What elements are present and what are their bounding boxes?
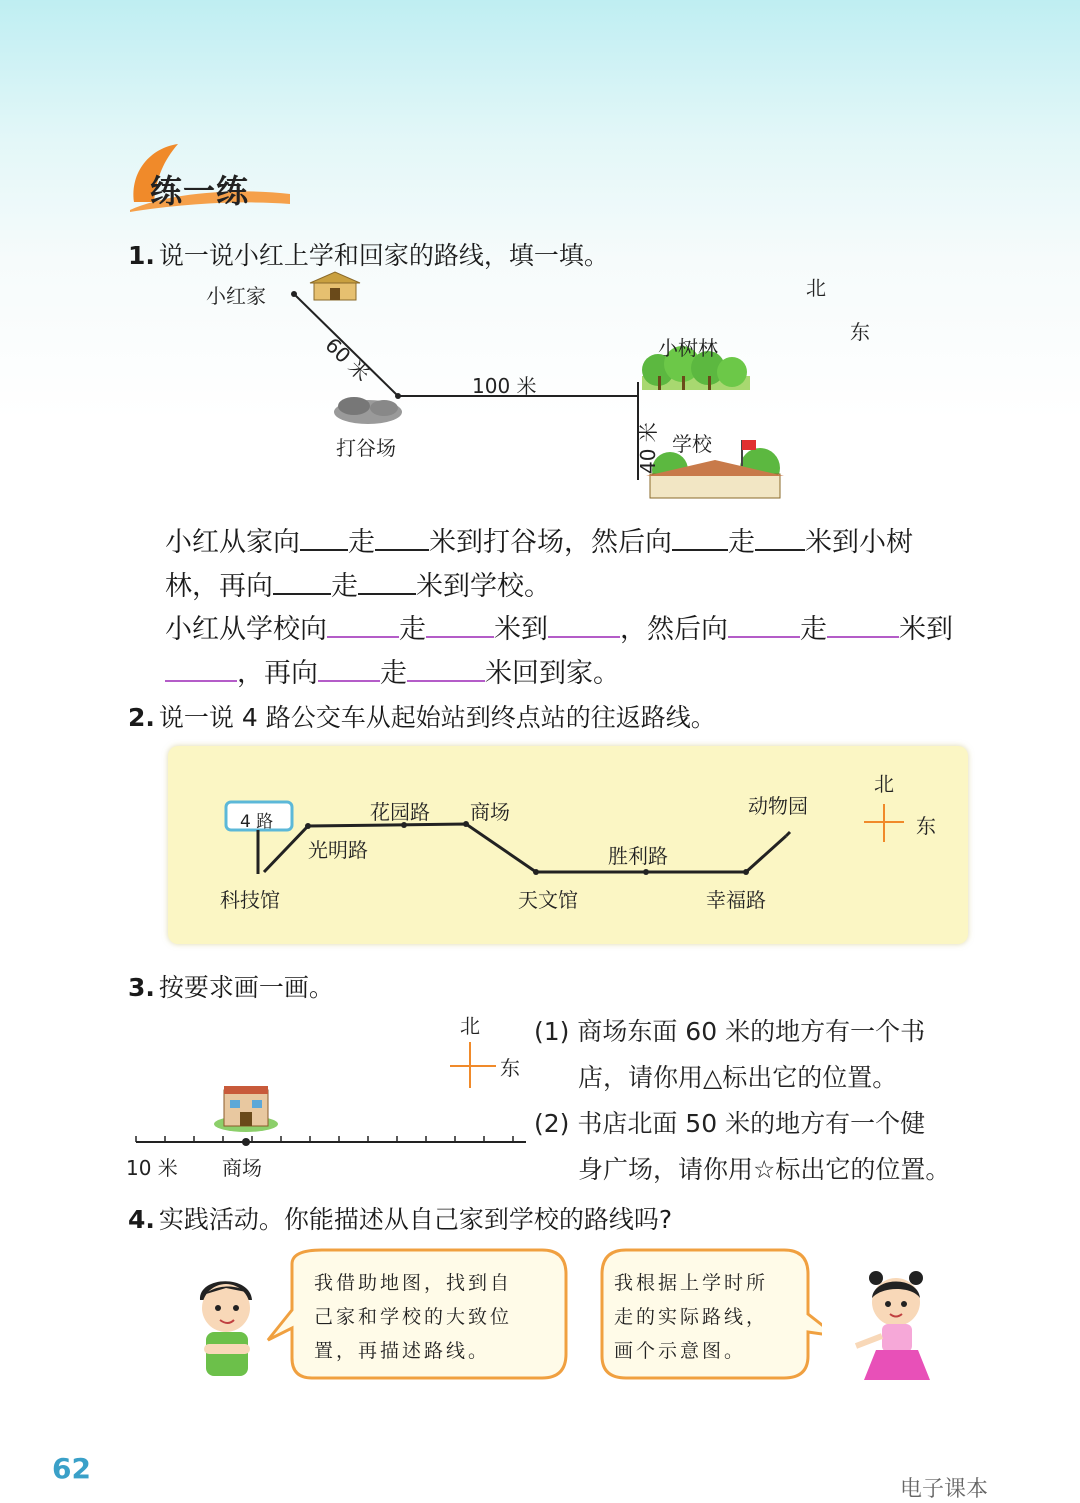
stop-tianwenguan: 天文馆 <box>518 888 578 912</box>
text: 走 <box>380 658 407 689</box>
question-2-text: 说一说 4 路公交车从起始站到终点站的往返路线。 <box>158 703 716 732</box>
stop-kejiguan: 科技馆 <box>220 888 280 912</box>
text: 我根据上学时所 <box>614 1272 769 1294</box>
text: 己家和学校的大致位 <box>314 1306 513 1328</box>
boy-illustration <box>186 1270 266 1380</box>
question-2-number: 2. <box>128 703 155 732</box>
task-2-line-a: (2) 书店北面 50 米的地方有一个健 <box>534 1109 926 1138</box>
answer-blank[interactable] <box>273 593 331 595</box>
question-3 <box>128 968 334 1004</box>
school-icon <box>646 440 784 498</box>
question-4-text: 实践活动。你能描述从自己家到学校的路线吗? <box>158 1205 673 1234</box>
route-map-1 <box>280 270 800 510</box>
label-grove: 小树林 <box>658 336 718 360</box>
text: 小红从学校向 <box>165 614 327 645</box>
compass-icon <box>450 1042 496 1088</box>
stop-guangminglu: 光明路 <box>308 838 368 862</box>
mall-icon <box>214 1086 278 1132</box>
compass-north: 北 <box>460 1014 480 1038</box>
compass-east: 东 <box>500 1056 520 1080</box>
distance-100: 100 米 <box>472 374 537 398</box>
answer-blank[interactable] <box>318 680 380 682</box>
text: 画个示意图。 <box>614 1340 747 1362</box>
text: ，然后向 <box>620 614 728 645</box>
fill-line-3 <box>165 607 953 646</box>
question-2 <box>128 698 716 734</box>
text: 小红从家向 <box>165 527 300 558</box>
answer-blank[interactable] <box>407 680 485 682</box>
task-2-line-b: 身广场，请你用☆标出它的位置。 <box>578 1155 951 1184</box>
section-title: 练一练 <box>150 172 250 210</box>
distance-60: 60 米 <box>320 332 375 387</box>
compass-east: 东 <box>916 814 936 838</box>
answer-blank[interactable] <box>672 549 728 551</box>
label-school: 学校 <box>672 432 712 456</box>
text: 走 <box>348 527 375 558</box>
answer-blank[interactable] <box>300 549 348 551</box>
answer-blank[interactable] <box>728 636 800 638</box>
text: 走 <box>728 527 755 558</box>
answer-blank[interactable] <box>165 680 237 682</box>
question-3-text: 按要求画一画。 <box>158 973 334 1002</box>
answer-blank[interactable] <box>358 593 416 595</box>
bus-route-map <box>168 746 968 944</box>
task-1-line-a: (1) 商场东面 60 米的地方有一个书 <box>534 1017 926 1046</box>
compass-icon <box>864 804 904 842</box>
fill-line-4 <box>165 651 620 690</box>
text: 米到 <box>494 614 548 645</box>
distance-40: 40 米 <box>636 422 660 474</box>
section-header <box>120 142 300 214</box>
text: 走的实际路线， <box>614 1306 769 1328</box>
answer-blank[interactable] <box>755 549 805 551</box>
route-sign: 4 路 <box>240 812 274 832</box>
text: 米回到家。 <box>485 658 620 689</box>
number-line-map <box>130 1020 530 1150</box>
girl-illustration <box>852 1262 942 1392</box>
answer-blank[interactable] <box>827 636 899 638</box>
compass-north: 北 <box>874 772 894 796</box>
text: ，再向 <box>237 658 318 689</box>
text: 置，再描述路线。 <box>314 1340 491 1362</box>
text: 我借助地图，找到自 <box>314 1272 513 1294</box>
label-home: 小红家 <box>206 284 266 308</box>
task-1-line-b: 店，请你用△标出它的位置。 <box>578 1063 898 1092</box>
text: 林，再向 <box>165 571 273 602</box>
text: 米到小树 <box>805 527 913 558</box>
page-number: 62 <box>52 1452 91 1485</box>
text: 米到 <box>899 614 953 645</box>
question-4-number: 4. <box>128 1205 155 1234</box>
stop-dongwuyuan: 动物园 <box>748 794 808 818</box>
text: 走 <box>399 614 426 645</box>
compass-north: 北 <box>806 276 826 300</box>
question-1-number: 1. <box>128 241 155 270</box>
text: 米到学校。 <box>416 571 551 602</box>
boy-speech-text <box>314 1266 512 1368</box>
answer-blank[interactable] <box>548 636 620 638</box>
fill-line-1 <box>165 520 913 559</box>
question-1 <box>128 236 609 272</box>
text: 米到打谷场，然后向 <box>429 527 672 558</box>
question-4 <box>128 1200 672 1236</box>
stop-huayuanlu: 花园路 <box>370 800 430 824</box>
text: 走 <box>331 571 358 602</box>
girl-speech-text <box>614 1266 768 1368</box>
label-threshing-ground: 打谷场 <box>336 436 396 460</box>
question-1-text: 说一说小红上学和回家的路线，填一填。 <box>158 241 609 270</box>
stop-shangchang: 商场 <box>470 800 510 824</box>
mall-label: 商场 <box>222 1156 262 1180</box>
answer-blank[interactable] <box>426 636 494 638</box>
answer-blank[interactable] <box>327 636 399 638</box>
scale-label: 10 米 <box>126 1156 178 1180</box>
stop-shenglilu: 胜利路 <box>608 844 668 868</box>
threshing-ground-icon <box>334 397 402 424</box>
answer-blank[interactable] <box>375 549 429 551</box>
fill-line-2 <box>165 564 551 603</box>
watermark: 电子课本 <box>900 1477 989 1502</box>
question-3-number: 3. <box>128 973 155 1002</box>
house-icon <box>310 272 360 300</box>
stop-xingfulu: 幸福路 <box>706 888 766 912</box>
compass-east: 东 <box>850 320 870 344</box>
text: 走 <box>800 614 827 645</box>
